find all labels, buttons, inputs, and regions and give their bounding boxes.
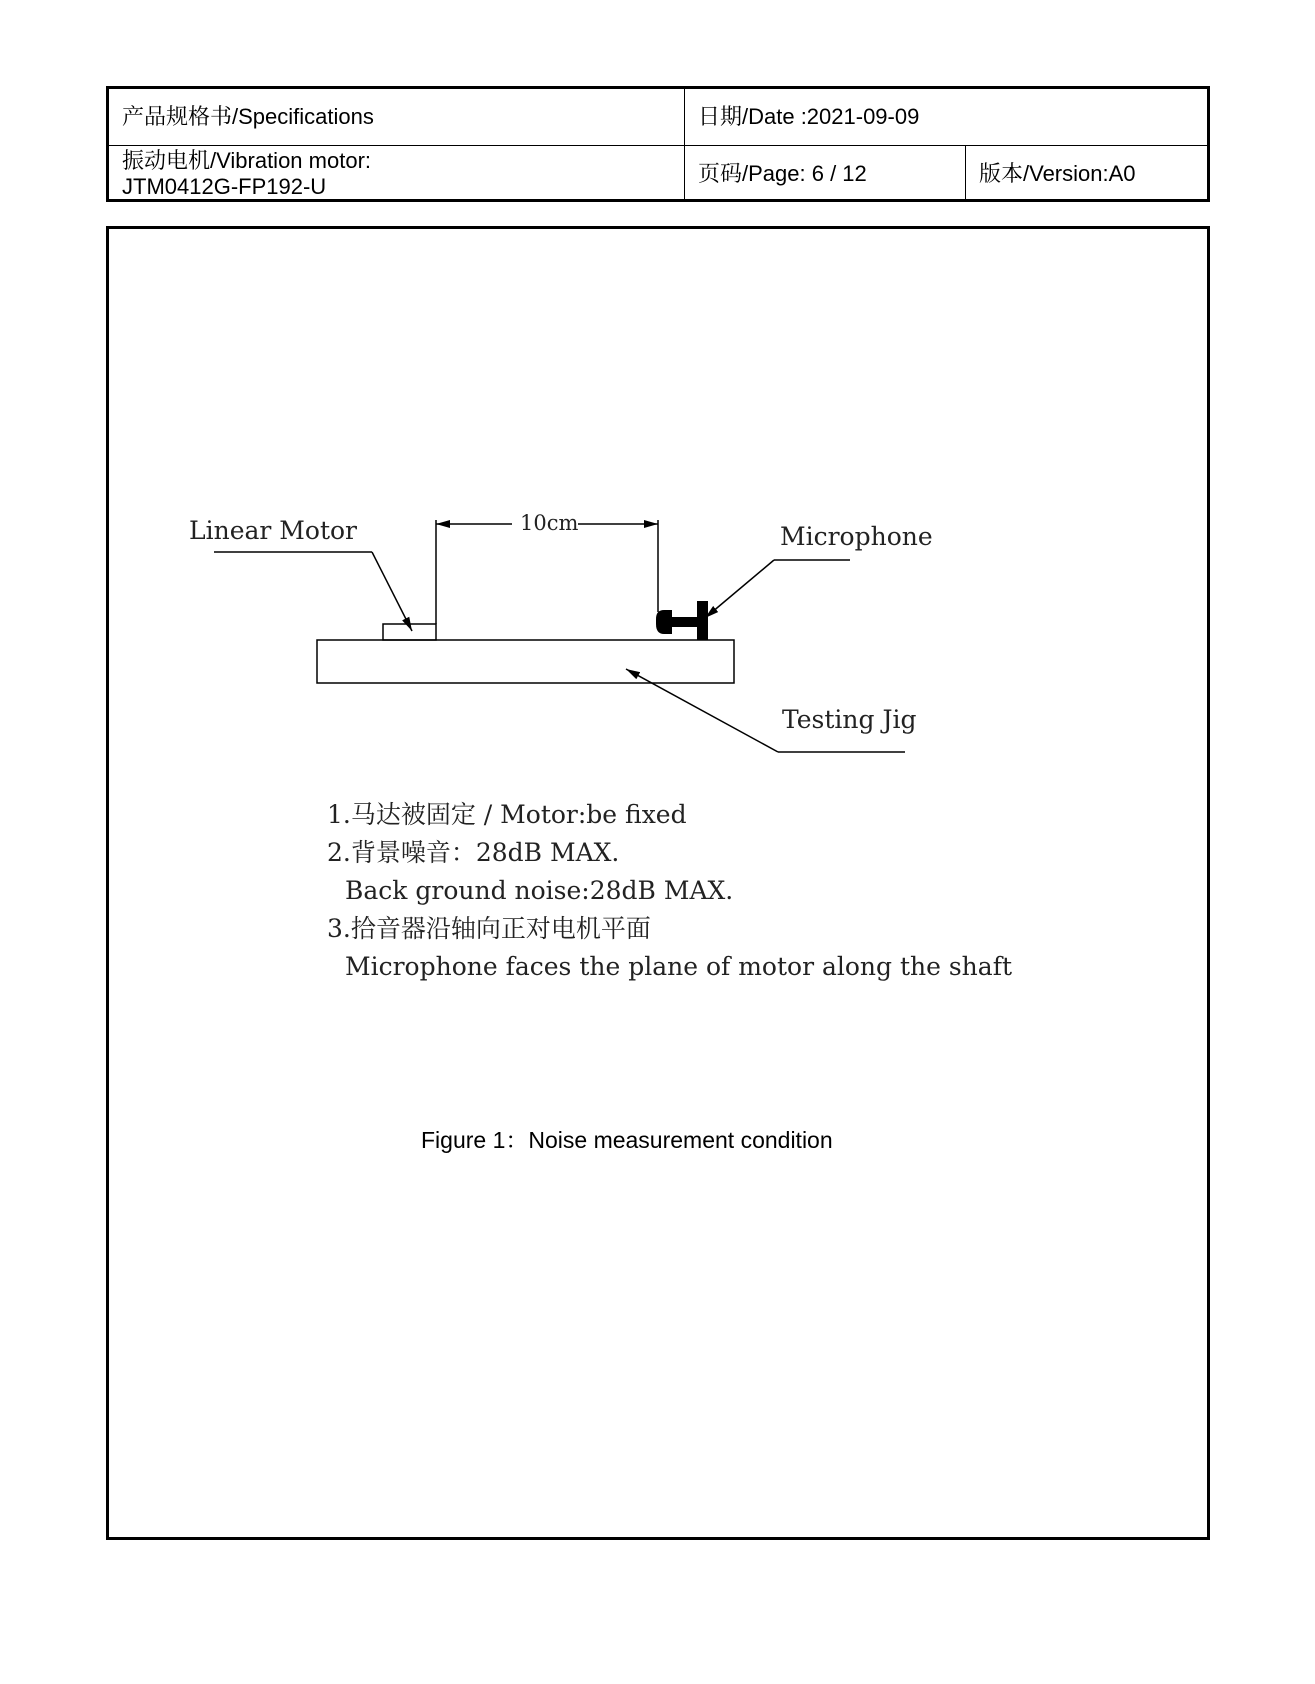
product-model: JTM0412G-FP192-U	[122, 174, 327, 199]
spec-title-text: 产品规格书/Specifications	[122, 104, 374, 129]
page-number: 页码/Page: 6 / 12	[698, 161, 867, 186]
product-name: 振动电机/Vibration motor:	[122, 148, 372, 173]
testing-jig-leader	[626, 669, 778, 752]
note-line: Back ground noise:28dB MAX.	[345, 876, 734, 905]
testing-jig-block	[317, 640, 734, 683]
microphone-label: Microphone	[780, 522, 933, 551]
microphone-shape	[656, 601, 708, 640]
date-text: 日期/Date :2021-09-09	[698, 104, 920, 129]
microphone-leader	[705, 560, 774, 618]
figure-caption: Figure 1：Noise measurement condition	[421, 1127, 833, 1153]
note-line: 1.马达被固定 / Motor:be fixed	[327, 800, 687, 829]
distance-label: 10cm	[520, 511, 579, 535]
testing-jig-label: Testing Jig	[782, 705, 917, 734]
linear-motor-label: Linear Motor	[189, 516, 357, 545]
version-text: 版本/Version:A0	[979, 161, 1136, 186]
test-notes	[327, 796, 1012, 986]
note-line: 2.背景噪音：28dB MAX.	[327, 838, 620, 867]
linear-motor-leader	[372, 552, 412, 631]
note-line: 3.拾音器沿轴向正对电机平面	[327, 914, 651, 943]
note-line: Microphone faces the plane of motor along the shaft	[345, 952, 1012, 981]
